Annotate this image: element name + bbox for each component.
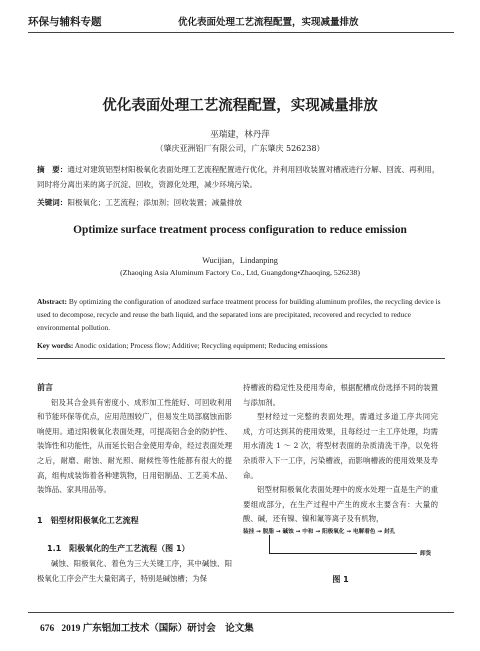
keywords-cn-text: 阳极氧化；工艺流程；添加剂；回收装置；减量排放 bbox=[67, 198, 243, 207]
right-para-2: 型材经过一完整的表面处理，需通过多道工序共同完成，方可达到其的使用效果，且每经过一主工序处理，均需用水清洗 1 ～ 2 次，将型材表面的杂质清洗干净，以免将杂质带入下一工序，污染槽液，而影响槽液的使用效果及寿命。 bbox=[243, 412, 438, 480]
abstract-cn bbox=[37, 162, 445, 192]
running-header bbox=[28, 10, 454, 32]
running-title: 优化表面处理工艺流程配置，实现减量排放 bbox=[178, 17, 359, 28]
journal-section: 环保与辅料专题 bbox=[28, 16, 102, 28]
page-number: 676 bbox=[40, 624, 55, 634]
affiliation-cn: （肇庆亚洲铝厂有限公司，广东肇庆 526238） bbox=[155, 144, 325, 153]
preface-paragraph: 铝及其合金具有密度小、成形加工性能好、可回收利用和节能环保等优点，应用范围较广，但易发生局部腐蚀而影响使用。通过阳极氧化表面处理，可提高铝合金的防护性、装饰性和功能性，从而延长铝合金使用寿命，经过表面处理之后，耐磨、耐蚀、耐光照、耐候性等性能都有很大的提高，组构成装饰着各种建筑物，日用铝制品、工艺美术品、装饰品、家具用品等。 bbox=[37, 397, 232, 495]
footer-rule bbox=[28, 612, 454, 613]
process-flow-steps: 装挂 → 脱脂 → 碱蚀 → 中和 → 阳极氧化 → 电解着色 → 封孔 bbox=[243, 529, 396, 535]
flow-return-line bbox=[269, 553, 417, 554]
paper-title-cn: 优化表面处理工艺流程配置，实现减量排放 bbox=[102, 98, 378, 114]
abstract-cn-text: 通过对建筑铝型材阳极氧化表面处理工艺流程配置进行优化，并利用回收装置对槽液进行分解、回流、再利用，同时将分离出来的离子沉淀、回收，资源化处理，减少环境污染。 bbox=[37, 165, 440, 189]
conference-name: 2019 广东铝加工技术（国际）研讨会 论文集 bbox=[61, 624, 254, 634]
process-flow-figure bbox=[243, 521, 438, 569]
section-1-1-heading: 1.1 阳极氧化的生产工艺流程（图 1） bbox=[47, 544, 190, 554]
preface-heading: 前言 bbox=[37, 383, 53, 392]
left-column bbox=[37, 381, 232, 586]
figure-caption: 图 1 bbox=[332, 575, 349, 584]
keywords-en-text: Anodic oxidation; Process flow; Additive; Recycling equipment; Reducing emissions bbox=[74, 341, 328, 350]
abstract-en-label: Abstract: bbox=[37, 297, 67, 306]
header-rule bbox=[28, 32, 454, 33]
page-footer bbox=[40, 620, 254, 634]
abstract-en bbox=[37, 296, 445, 334]
abstract-en-text: By optimizing the configuration of anodized surface treatment process for building aluminum profiles, the recycling device is used to decompose, recycle and reuse the bath liquid, and the separated ions are precipitated, recovered and recycled to reduce environmental pollution. bbox=[37, 297, 441, 332]
abstract-rule bbox=[37, 358, 445, 359]
authors-cn: 巫瑞建，林丹萍 bbox=[210, 130, 270, 140]
section-1-heading: 1 铝型材阳极氧化工艺流程 bbox=[37, 515, 139, 525]
keywords-cn bbox=[37, 195, 445, 210]
keywords-cn-label: 关键词： bbox=[37, 198, 68, 207]
flow-connector bbox=[269, 535, 270, 554]
keywords-en bbox=[37, 341, 445, 350]
right-para-1: 持槽液的稳定性及使用寿命，根据配槽成份选择不同的装置与添加剂。 bbox=[243, 383, 438, 407]
section-1-1-paragraph: 碱蚀、阳极氧化、着色为三大关键工序，其中碱蚀、阳极氧化工序会产生大量铝离子，特别是碱蚀槽；为保 bbox=[37, 558, 232, 583]
keywords-en-label: Key words: bbox=[37, 341, 74, 350]
affiliation-en: (Zhaoqing Asia Aluminum Factory Co., Ltd, Guangdong•Zhaoqing, 526238) bbox=[120, 268, 360, 277]
abstract-cn-label: 摘 要： bbox=[37, 165, 68, 174]
authors-en: Wucijian，Lindanping bbox=[202, 256, 278, 265]
right-para-3: 铝型材阳极氧化表面处理中的废水处理一直是生产的重要组成部分，在生产过程中产生的废水主要含有：大量的酸、碱，还有镍、镍和氟等离子及有机物， bbox=[243, 485, 438, 524]
paper-title-en: Optimize surface treatment process configuration to reduce emission bbox=[73, 224, 407, 236]
right-column bbox=[243, 381, 438, 527]
flow-end-label: 卸货 bbox=[420, 551, 432, 557]
